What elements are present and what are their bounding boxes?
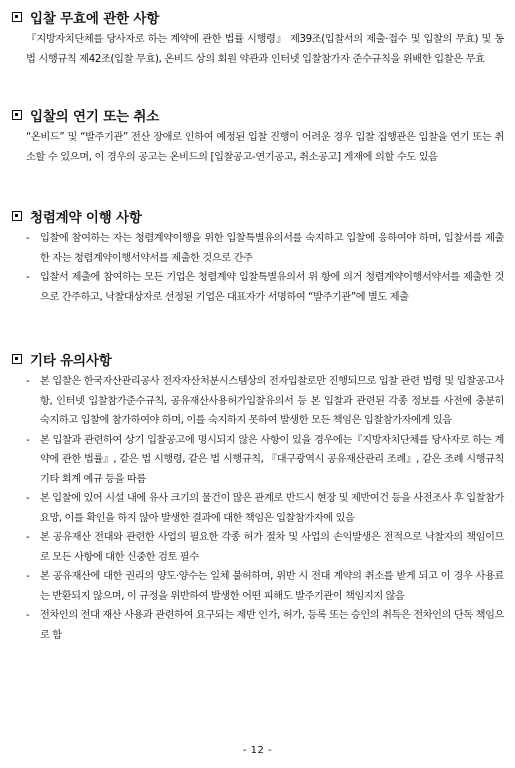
dash-bullet: -: [26, 434, 30, 446]
dash-bullet: -: [26, 233, 30, 244]
list-item-text: 본 입찰에 있어 시설 내에 유사 크기의 물건이 많은 관계로 반드시 현장 및 제반여건 등을 사전조사 후 입찰참가요망, 이를 확인을 하지 않아 발생한 결과에 대한 책임은 입찰참가자에 있음: [40, 493, 504, 524]
page-number: - 12 -: [242, 745, 273, 756]
section-paragraph: “온비드” 및 “발주기관” 전산 장애로 인하여 예정된 입찰 진행이 어려운 경우 입찰 집행관은 입찰을 연기 또는 취소할 수 있으며, 이 경우의 공고는 온비드의 [입찰공고-연기공고, 취소공고] 게재에 의할 수도 있음: [26, 132, 504, 163]
section-postpone-cancel: [12, 106, 504, 167]
list-item: [26, 567, 504, 606]
dash-bullet: -: [26, 272, 30, 283]
dash-bullet: -: [26, 376, 30, 387]
list-item-text: 본 입찰과 관련하여 상기 입찰공고에 명시되지 않은 사항이 있을 경우에는『지방자치단체를 당사자로 하는 계약에 관한 법률』, 같은 법 시행령, 같은 법 시행규칙, 『대구광역시 공유재산관리 조례』, 같은 조례 시행규칙 기타 회계 예규 등을 따름: [40, 434, 504, 485]
section-paragraph: 『지방자치단체를 당사자로 하는 계약에 관한 법률 시행령』 제39조(입찰서의 제출·접수 및 입찰의 무효) 및 동법 시행규칙 제42조(입찰 무효), 온비드 상의 회원 약관과 인터넷 입찰참가자 준수규칙을 위배한 입찰은 무효: [26, 34, 504, 65]
list-item: [26, 229, 504, 268]
list-item-text: 전차인의 전대 재산 사용과 관련하여 요구되는 제반 인가, 허가, 등록 또는 승인의 취득은 전차인의 단독 책임으로 함: [40, 610, 504, 641]
list-item-text: 본 입찰은 한국자산관리공사 전자자산처분시스템상의 전자입찰로만 진행되므로 입찰 관련 법령 및 입찰공고사항, 인터넷 입찰참가준수규칙, 공유재산사용허가입찰유의서 등 본 입찰과 관련된 각종 정보를 사전에 충분히 숙지하고 입찰에 참가하여야 하며, 이를 숙지하지 못하여 발생한 모든 책임은 입찰참가자에게 있음: [40, 376, 504, 426]
square-bullet-icon: [12, 211, 22, 221]
section-heading-text: 기타 유의사항: [30, 353, 112, 369]
list-item-text: 입찰서 제출에 참여하는 모든 기업은 청렴계약 입찰특별유의서 위 항에 의거 청렴계약이행서약서를 제출한 것으로 간주하고, 낙찰대상자로 선정된 기업은 대표자가 서명하여 “발주기관”에 별도 제출: [40, 272, 504, 303]
list-item: [26, 372, 504, 431]
square-bullet-icon: [12, 12, 22, 22]
section-heading-text: 입찰 무효에 관한 사항: [30, 11, 160, 27]
list-item-text: 본 공유재산 전대와 관련한 사업의 필요한 각종 허가 절차 및 사업의 손익발생은 전적으로 낙찰자의 책임이므로 모든 사항에 대한 신중한 검토 필수: [40, 532, 504, 563]
section-heading-text: 청렴계약 이행 사항: [30, 210, 142, 226]
list-item: [26, 606, 504, 645]
section-other-notes: [12, 350, 504, 645]
list-item: [26, 268, 504, 307]
section-heading-text: 입찰의 연기 또는 취소: [30, 109, 160, 125]
dash-bullet: -: [26, 532, 30, 543]
list-item: [26, 528, 504, 567]
section-heading: [12, 8, 504, 26]
section-heading: [12, 207, 504, 225]
square-bullet-icon: [12, 354, 22, 364]
section-integrity-contract: [12, 207, 504, 307]
dash-bullet: -: [26, 610, 30, 621]
list-item-text: 본 공유재산에 대한 권리의 양도·양수는 일체 불허하며, 위반 시 전대 계약의 취소를 받게 되고 이 경우 사용료는 반환되지 않으며, 이 규정을 위반하여 발생한 어떤 피해도 발주기관이 책임지지 않음: [40, 571, 504, 602]
section-heading: [12, 350, 504, 368]
list-item: [26, 431, 504, 490]
dash-bullet: -: [26, 493, 30, 504]
list-item: [26, 489, 504, 528]
dash-bullet: -: [26, 571, 30, 582]
section-bid-invalidity: [12, 8, 504, 69]
list-item-text: 입찰에 참여하는 자는 청렴계약이행을 위한 입찰특별유의서를 숙지하고 입찰에 응하여야 하며, 입찰서를 제출한 자는 청렴계약이행서약서를 제출한 것으로 간주: [40, 233, 504, 264]
section-heading: [12, 106, 504, 124]
square-bullet-icon: [12, 110, 22, 120]
